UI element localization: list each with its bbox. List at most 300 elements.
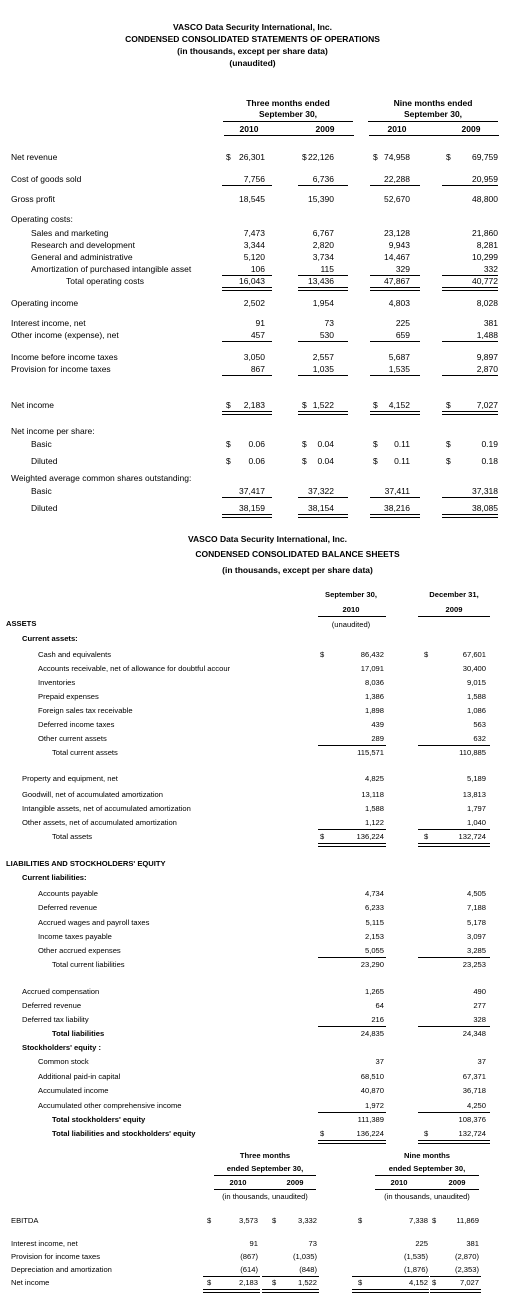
bs-value: 5,178	[466, 918, 486, 927]
bs-col-rule-1	[318, 616, 386, 617]
eb-row-label: Interest income, net	[11, 1239, 78, 1248]
bs-value: 3,097	[466, 932, 486, 941]
ops-dollar-sign: $	[446, 456, 451, 466]
ops-value: 2,870	[476, 364, 498, 374]
ops-header-rule-1	[223, 121, 353, 122]
ops-value: 867	[250, 364, 265, 374]
ops-value: 37,322	[308, 486, 334, 496]
bs-underline	[318, 1112, 386, 1113]
eb-header-rule-1	[214, 1175, 316, 1176]
eb-dollar-sign: $	[358, 1216, 363, 1225]
bs-value: 4,734	[364, 889, 384, 898]
ops-value: 0.06	[248, 439, 265, 449]
ops-row-label: Operating income	[11, 298, 79, 308]
ops-value: 1,954	[312, 298, 334, 308]
bs-value: 36,718	[462, 1086, 486, 1095]
ops-dollar-sign: $	[226, 152, 231, 162]
eb-header-nine-months-date: ended September 30,	[388, 1164, 466, 1173]
bs-row-label: Cash and equivalents	[38, 650, 112, 659]
ops-dollar-sign: $	[302, 152, 307, 162]
ops-value: 3,344	[243, 240, 265, 250]
ops-value: 3,734	[312, 252, 334, 262]
ops-value: 14,467	[384, 252, 410, 262]
bs-underline	[318, 829, 386, 830]
ops-double-underline	[370, 411, 420, 415]
bs-row-label: Common stock	[38, 1057, 89, 1066]
ops-value: 10,299	[472, 252, 498, 262]
eb-underline	[262, 1276, 319, 1277]
bs-row-label: Deferred revenue	[38, 903, 98, 912]
ops-row-label: Provision for income taxes	[11, 364, 111, 374]
ops-row-label: Total operating costs	[66, 276, 144, 286]
ops-year-2009-n: 2009	[461, 124, 481, 134]
ops-underline	[298, 341, 348, 342]
ops-row-label: Amortization of purchased intangible asset	[31, 264, 192, 274]
ops-dollar-sign: $	[373, 400, 378, 410]
bs-value: 1,797	[466, 804, 486, 813]
bs-underline	[418, 957, 490, 958]
bs-value: 86,432	[360, 650, 384, 659]
ops-underline	[442, 185, 498, 186]
ops-value: 40,772	[472, 276, 498, 286]
ops-value: 22,288	[384, 174, 410, 184]
eb-underline	[352, 1276, 429, 1277]
bs-value: 23,290	[360, 960, 384, 969]
bs-col-rule-2	[418, 616, 490, 617]
ops-value: 37,411	[384, 486, 410, 496]
bs-value: 1,265	[364, 987, 384, 996]
eb-header-nine-months: Nine months	[404, 1151, 450, 1160]
ops-year-2010-n: 2010	[387, 124, 407, 134]
bs-value: 1,972	[364, 1101, 384, 1110]
ops-title-units: (in thousands, except per share data)	[177, 46, 328, 56]
ops-double-underline	[222, 287, 272, 291]
bs-value: 4,505	[466, 889, 486, 898]
bs-row-label: Deferred revenue	[22, 1001, 82, 1010]
bs-double-underline	[318, 1140, 386, 1144]
bs-value: 115,571	[357, 748, 384, 757]
bs-value: 1,040	[466, 818, 486, 827]
bs-row-label: Total liabilities and stockholders' equity	[52, 1129, 196, 1138]
ops-underline	[370, 497, 420, 498]
ops-value: 18,545	[239, 194, 265, 204]
eb-value: 2,183	[238, 1278, 258, 1287]
ops-value: 91	[255, 318, 265, 328]
bs-underline	[418, 745, 490, 746]
bs-value: 68,510	[360, 1072, 384, 1081]
ops-dollar-sign: $	[446, 400, 451, 410]
ops-double-underline	[442, 287, 498, 291]
bs-value: 30,400	[462, 664, 486, 673]
eb-row-label: Net income	[11, 1278, 50, 1287]
eb-year-2010-q: 2010	[229, 1178, 247, 1187]
ops-header-rule-2	[368, 121, 498, 122]
ops-double-underline	[222, 411, 272, 415]
eb-value: (1,535)	[403, 1252, 428, 1261]
eb-dollar-sign: $	[207, 1216, 212, 1225]
eb-dollar-sign: $	[358, 1278, 363, 1287]
bs-row-label: Foreign sales tax receivable	[38, 706, 133, 715]
ops-value: 3,050	[243, 352, 265, 362]
bs-row-label: Deferred income taxes	[38, 720, 115, 729]
eb-double-underline	[352, 1289, 429, 1293]
ops-row-label: Other income (expense), net	[11, 330, 119, 340]
ops-year-rule-2	[369, 135, 499, 136]
eb-note-three-months: (in thousands, unaudited)	[222, 1192, 308, 1201]
ops-dollar-sign: $	[373, 456, 378, 466]
eb-value: 3,573	[238, 1216, 258, 1225]
eb-dollar-sign: $	[207, 1278, 212, 1287]
bs-dollar-sign: $	[320, 1129, 325, 1138]
ops-value: 52,670	[384, 194, 410, 204]
bs-value: 632	[473, 734, 486, 743]
bs-row-label: Accumulated other comprehensive income	[38, 1101, 182, 1110]
eb-header-rule-2	[375, 1175, 479, 1176]
ops-row-label: Net revenue	[11, 152, 58, 162]
ops-value: 48,800	[472, 194, 498, 204]
ops-double-underline	[370, 287, 420, 291]
ops-value: 0.06	[248, 456, 265, 466]
eb-value: 381	[466, 1239, 479, 1248]
ops-value: 0.04	[317, 456, 334, 466]
bs-row-label: Stockholders' equity :	[22, 1043, 102, 1052]
ops-dollar-sign: $	[302, 439, 307, 449]
bs-value: 8,036	[364, 678, 384, 687]
bs-col-unaudited: (unaudited)	[331, 620, 371, 629]
bs-underline	[418, 1112, 490, 1113]
bs-value: 64	[375, 1001, 384, 1010]
bs-underline	[318, 1026, 386, 1027]
ops-value: 9,943	[388, 240, 410, 250]
bs-value: 3,285	[466, 946, 486, 955]
eb-underline	[430, 1276, 481, 1277]
ops-value: 13,436	[308, 276, 334, 286]
ops-value: 329	[395, 264, 410, 274]
ops-dollar-sign: $	[302, 400, 307, 410]
ops-value: 225	[395, 318, 410, 328]
ops-value: 4,803	[388, 298, 410, 308]
eb-year-2009-q: 2009	[286, 1178, 304, 1187]
ops-row-label: Research and development	[31, 240, 135, 250]
ops-value: 69,759	[472, 152, 498, 162]
bs-value: 136,224	[356, 1129, 384, 1138]
bs-value: 6,233	[364, 903, 384, 912]
bs-value: 40,870	[360, 1086, 384, 1095]
ops-value: 47,867	[384, 276, 410, 286]
ops-value: 1,522	[312, 400, 334, 410]
bs-value: 439	[371, 720, 384, 729]
eb-value: (867)	[240, 1252, 258, 1261]
bs-underline	[318, 957, 386, 958]
bs-row-label: ASSETS	[6, 619, 37, 628]
bs-value: 111,389	[357, 1115, 384, 1124]
ops-value: 381	[483, 318, 498, 328]
ops-dollar-sign: $	[302, 456, 307, 466]
ops-value: 21,860	[472, 228, 498, 238]
ops-value: 5,687	[388, 352, 410, 362]
bs-row-label: Total stockholders' equity	[52, 1115, 146, 1124]
ops-value: 7,027	[476, 400, 498, 410]
ops-header-nine-months-date: September 30,	[403, 109, 463, 119]
bs-value: 132,724	[458, 1129, 486, 1138]
ops-dollar-sign: $	[226, 400, 231, 410]
ops-header-three-months: Three months ended	[246, 98, 330, 108]
bs-row-label: Goodwill, net of accumulated amortization	[22, 790, 163, 799]
bs-value: 67,601	[462, 650, 486, 659]
ops-row-label: Basic	[31, 439, 52, 449]
eb-value: 11,869	[456, 1216, 479, 1225]
bs-row-label: Inventories	[38, 678, 76, 687]
ops-double-underline	[442, 514, 498, 518]
eb-value: 73	[308, 1239, 317, 1248]
ops-value: 37,417	[239, 486, 265, 496]
ops-underline	[442, 341, 498, 342]
ops-underline	[222, 375, 272, 376]
bs-value: 289	[371, 734, 384, 743]
ops-double-underline	[298, 287, 348, 291]
ops-underline	[442, 497, 498, 498]
bs-underline	[418, 1026, 490, 1027]
ops-double-underline	[298, 514, 348, 518]
bs-row-label: Accrued wages and payroll taxes	[38, 918, 150, 927]
bs-row-label: Total liabilities	[52, 1029, 105, 1038]
ops-value: 6,736	[312, 174, 334, 184]
ops-row-label: Gross profit	[11, 194, 55, 204]
eb-dollar-sign: $	[272, 1216, 277, 1225]
bs-value: 37	[477, 1057, 486, 1066]
ops-title-unaudited: (unaudited)	[229, 58, 276, 68]
ops-underline	[298, 185, 348, 186]
ops-row-label: Income before income taxes	[11, 352, 118, 362]
bs-row-label: Total current assets	[52, 748, 118, 757]
bs-value: 132,724	[458, 832, 486, 841]
ops-value: 73	[324, 318, 334, 328]
bs-col-sep-date: September 30,	[325, 590, 377, 599]
ops-value: 6,767	[312, 228, 334, 238]
eb-dollar-sign: $	[272, 1278, 277, 1287]
bs-row-label: Property and equipment, net	[22, 774, 118, 783]
ops-header-three-months-date: September 30,	[258, 109, 318, 119]
eb-value: 91	[249, 1239, 258, 1248]
ops-value: 16,043	[239, 276, 265, 286]
eb-value: (614)	[240, 1265, 258, 1274]
ops-value: 7,473	[243, 228, 265, 238]
bs-title-units: (in thousands, except per share data)	[222, 565, 373, 575]
eb-value: (2,353)	[454, 1265, 479, 1274]
ops-value: 38,154	[308, 503, 334, 513]
ops-value: 1,488	[476, 330, 498, 340]
ops-row-label: Sales and marketing	[31, 228, 109, 238]
eb-value: (2,870)	[454, 1252, 479, 1261]
ops-value: 0.04	[317, 439, 334, 449]
bs-row-label: LIABILITIES AND STOCKHOLDERS' EQUITY	[6, 859, 166, 868]
ops-value: 659	[395, 330, 410, 340]
eb-note-nine-months: (in thousands, unaudited)	[384, 1192, 470, 1201]
bs-value: 5,055	[364, 946, 384, 955]
bs-value: 563	[473, 720, 486, 729]
ops-value: 115	[320, 264, 334, 274]
bs-value: 1,898	[364, 706, 384, 715]
ops-underline	[298, 375, 348, 376]
ops-underline	[370, 185, 420, 186]
ops-value: 37,318	[472, 486, 498, 496]
bs-row-label: Current assets:	[22, 634, 78, 643]
bs-row-label: Intangible assets, net of accumulated amortization	[22, 804, 191, 813]
ops-dollar-sign: $	[226, 439, 231, 449]
ops-title-company: VASCO Data Security International, Inc.	[172, 22, 333, 32]
bs-value: 17,091	[360, 664, 384, 673]
ops-year-rule-1	[224, 135, 354, 136]
ops-value: 38,216	[384, 503, 410, 513]
bs-value: 110,885	[459, 748, 486, 757]
eb-year-rule-2	[375, 1189, 479, 1190]
bs-value: 9,015	[466, 678, 486, 687]
eb-value: 4,152	[408, 1278, 428, 1287]
ops-value: 26,301	[239, 152, 265, 162]
bs-value: 277	[473, 1001, 486, 1010]
ops-value: 15,390	[308, 194, 334, 204]
ops-dollar-sign: $	[446, 439, 451, 449]
bs-underline	[418, 829, 490, 830]
ops-row-label: Interest income, net	[11, 318, 86, 328]
bs-row-label: Income taxes payable	[38, 932, 112, 941]
ops-dollar-sign: $	[373, 439, 378, 449]
eb-value: 225	[415, 1239, 428, 1248]
bs-value: 4,250	[466, 1101, 486, 1110]
bs-row-label: Accumulated income	[38, 1086, 109, 1095]
eb-year-2010-n: 2010	[390, 1178, 408, 1187]
bs-value: 328	[473, 1015, 486, 1024]
bs-dollar-sign: $	[424, 1129, 429, 1138]
bs-value: 5,115	[365, 918, 384, 927]
ops-value: 38,085	[472, 503, 498, 513]
ops-title-statement: CONDENSED CONSOLIDATED STATEMENTS OF OPERATIONS	[125, 34, 380, 44]
bs-dollar-sign: $	[424, 832, 429, 841]
ops-double-underline	[442, 411, 498, 415]
bs-value: 1,122	[364, 818, 384, 827]
bs-title-company: VASCO Data Security International, Inc.	[187, 534, 348, 544]
bs-value: 5,189	[466, 774, 486, 783]
bs-row-label: Accounts payable	[38, 889, 98, 898]
bs-row-label: Total assets	[52, 832, 93, 841]
bs-row-label: Accounts receivable, net of allowance for doubtful accour	[38, 664, 231, 673]
bs-col-sep-year: 2010	[342, 605, 360, 614]
ops-row-label: General and administrative	[31, 252, 133, 262]
eb-value: 7,027	[459, 1278, 479, 1287]
bs-value: 7,188	[466, 903, 486, 912]
ops-value: 2,557	[312, 352, 334, 362]
bs-row-label: Total current liabilities	[52, 960, 125, 969]
ops-underline	[370, 341, 420, 342]
bs-col-dec-date: December 31,	[429, 590, 479, 599]
ops-row-label: Basic	[31, 486, 52, 496]
eb-value: 3,332	[297, 1216, 317, 1225]
eb-row-label: Depreciation and amortization	[11, 1265, 112, 1274]
ops-underline	[222, 185, 272, 186]
eb-value: 1,522	[297, 1278, 317, 1287]
ops-value: 38,159	[239, 503, 265, 513]
eb-header-three-months: Three months	[239, 1151, 291, 1160]
bs-value: 67,371	[462, 1072, 486, 1081]
eb-double-underline	[203, 1289, 260, 1293]
ops-row-label: Diluted	[31, 503, 58, 513]
eb-value: 7,338	[408, 1216, 428, 1225]
eb-dollar-sign: $	[432, 1216, 437, 1225]
ops-row-label: Cost of goods sold	[11, 174, 82, 184]
ops-value: 530	[319, 330, 334, 340]
bs-underline	[318, 745, 386, 746]
bs-value: 136,224	[356, 832, 384, 841]
ops-year-2009-q: 2009	[315, 124, 335, 134]
bs-dollar-sign: $	[320, 650, 325, 659]
ops-value: 332	[483, 264, 498, 274]
ops-value: 5,120	[243, 252, 265, 262]
ops-row-label: Operating costs:	[11, 214, 73, 224]
ops-value: 4,152	[388, 400, 410, 410]
ops-dollar-sign: $	[446, 152, 451, 162]
ops-double-underline	[370, 514, 420, 518]
ops-value: 20,959	[472, 174, 498, 184]
ops-value: 2,183	[243, 400, 265, 410]
ops-value: 0.19	[481, 439, 498, 449]
ops-value: 457	[250, 330, 265, 340]
bs-row-label: Other current assets	[38, 734, 107, 743]
bs-value: 24,348	[462, 1029, 486, 1038]
bs-col-dec-year: 2009	[445, 605, 463, 614]
bs-row-label: Other assets, net of accumulated amortization	[22, 818, 177, 827]
ops-dollar-sign: $	[373, 152, 378, 162]
bs-value: 1,386	[364, 692, 384, 701]
bs-double-underline	[318, 843, 386, 847]
bs-value: 108,376	[458, 1115, 486, 1124]
ops-double-underline	[298, 411, 348, 415]
ops-row-label: Weighted average common shares outstanding:	[11, 473, 192, 483]
bs-dollar-sign: $	[424, 650, 429, 659]
eb-year-rule-1	[214, 1189, 316, 1190]
ops-value: 23,128	[384, 228, 410, 238]
ops-value: 74,958	[384, 152, 410, 162]
ops-value: 106	[250, 264, 265, 274]
ops-row-label: Net income	[11, 400, 54, 410]
eb-double-underline	[430, 1289, 481, 1293]
bs-double-underline	[418, 843, 490, 847]
ops-dollar-sign: $	[226, 456, 231, 466]
ops-underline	[222, 497, 272, 498]
bs-title-statement: CONDENSED CONSOLIDATED BALANCE SHEETS	[195, 549, 400, 559]
eb-dollar-sign: $	[432, 1278, 437, 1287]
ops-value: 2,820	[312, 240, 334, 250]
ops-value: 1,535	[388, 364, 410, 374]
bs-value: 216	[371, 1015, 384, 1024]
eb-year-2009-n: 2009	[448, 1178, 466, 1187]
ops-value: 22,126	[308, 152, 334, 162]
bs-row-label: Deferred tax liability	[22, 1015, 89, 1024]
eb-header-three-months-date: ended September 30,	[226, 1164, 304, 1173]
ops-year-2010-q: 2010	[239, 124, 259, 134]
eb-row-label: EBITDA	[11, 1216, 39, 1225]
ops-value: 1,035	[312, 364, 334, 374]
eb-value: (848)	[299, 1265, 317, 1274]
ops-row-label: Diluted	[31, 456, 58, 466]
bs-double-underline	[418, 1140, 490, 1144]
bs-row-label: Accrued compensation	[22, 987, 100, 996]
ops-underline	[222, 341, 272, 342]
ops-value: 0.11	[394, 456, 410, 466]
eb-row-label: Provision for income taxes	[11, 1252, 101, 1261]
bs-value: 13,118	[361, 790, 384, 799]
ops-value: 8,281	[476, 240, 498, 250]
bs-row-label: Current liabilities:	[22, 873, 87, 882]
